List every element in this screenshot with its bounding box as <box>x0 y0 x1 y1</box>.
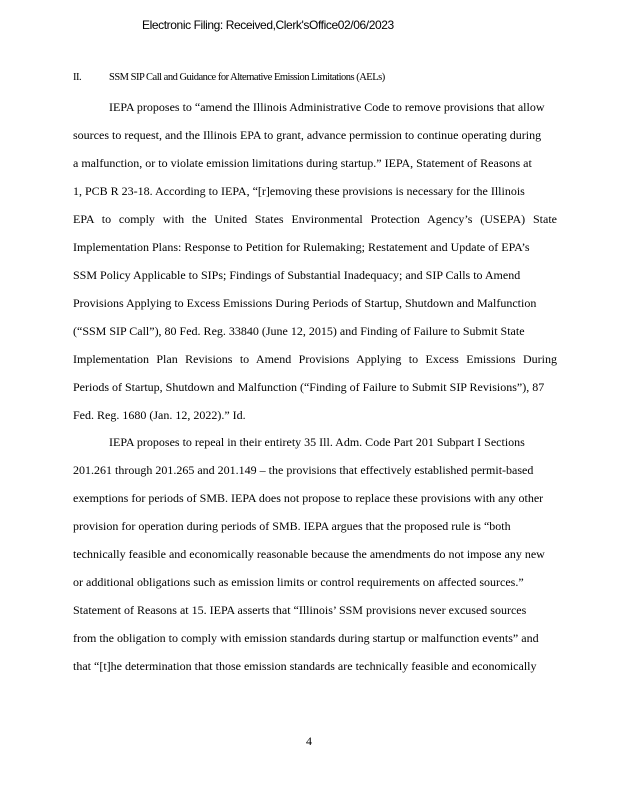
paragraph-line: or additional obligations such as emission limits or control requirements on affected sources.” <box>73 575 524 589</box>
paragraph-line: from the obligation to comply with emission standards during startup or malfunction events” and <box>73 631 539 645</box>
paragraph-line: that “[t]he determination that those emission standards are technically feasible and economically <box>73 659 537 673</box>
paragraph-line: provision for operation during periods of SMB. IEPA argues that the proposed rule is “both <box>73 519 511 533</box>
section-title: SSM SIP Call and Guidance for Alternative Emission Limitations (AELs) <box>109 72 385 83</box>
section-number: II. <box>73 72 82 83</box>
paragraph-line: Provisions Applying to Excess Emissions During Periods of Startup, Shutdown and Malfunction <box>73 296 537 310</box>
paragraph-line: Implementation Plan Revisions to Amend Provisions Applying to Excess Emissions During <box>73 352 557 366</box>
paragraph-line: Implementation Plans: Response to Petition for Rulemaking; Restatement and Update of EPA’s <box>73 240 530 254</box>
paragraph-line: a malfunction, or to violate emission limitations during startup.” IEPA, Statement of Reasons at <box>73 156 532 170</box>
paragraph-line: Statement of Reasons at 15. IEPA asserts that “Illinois’ SSM provisions never excused sources <box>73 603 527 617</box>
section-heading <box>73 72 385 83</box>
page-number: 4 <box>306 734 312 748</box>
paragraph-line: 1, PCB R 23-18. According to IEPA, “[r]emoving these provisions is necessary for the Illinois <box>73 184 525 198</box>
paragraph-line: EPA to comply with the United States Environmental Protection Agency’s (USEPA) State <box>73 212 557 226</box>
paragraph-line: 201.261 through 201.265 and 201.149 – the provisions that effectively established permit-based <box>73 463 534 477</box>
paragraph-line: (“SSM SIP Call”), 80 Fed. Reg. 33840 (June 12, 2015) and Finding of Failure to Submit State <box>73 324 525 338</box>
paragraph-line: technically feasible and economically reasonable because the amendments do not impose any new <box>73 547 545 561</box>
paragraph-line: Periods of Startup, Shutdown and Malfunction (“Finding of Failure to Submit SIP Revisions”), 87 <box>73 380 545 394</box>
paragraph-1 <box>73 93 557 429</box>
filing-stamp: Electronic Filing: Received,Clerk'sOffice02/06/2023 <box>142 18 394 32</box>
paragraph-line: Fed. Reg. 1680 (Jan. 12, 2022).” Id. <box>73 408 246 422</box>
paragraph-line: exemptions for periods of SMB. IEPA does not propose to replace these provisions with any other <box>73 491 544 505</box>
paragraph-line: sources to request, and the Illinois EPA to grant, advance permission to continue operating during <box>73 128 542 142</box>
paragraph-line: SSM Policy Applicable to SIPs; Findings of Substantial Inadequacy; and SIP Calls to Amend <box>73 268 521 282</box>
paragraph-2 <box>73 428 557 680</box>
paragraph-line: IEPA proposes to repeal in their entirety 35 Ill. Adm. Code Part 201 Subpart I Sections <box>109 435 525 449</box>
paragraph-line: IEPA proposes to “amend the Illinois Administrative Code to remove provisions that allow <box>109 100 545 114</box>
